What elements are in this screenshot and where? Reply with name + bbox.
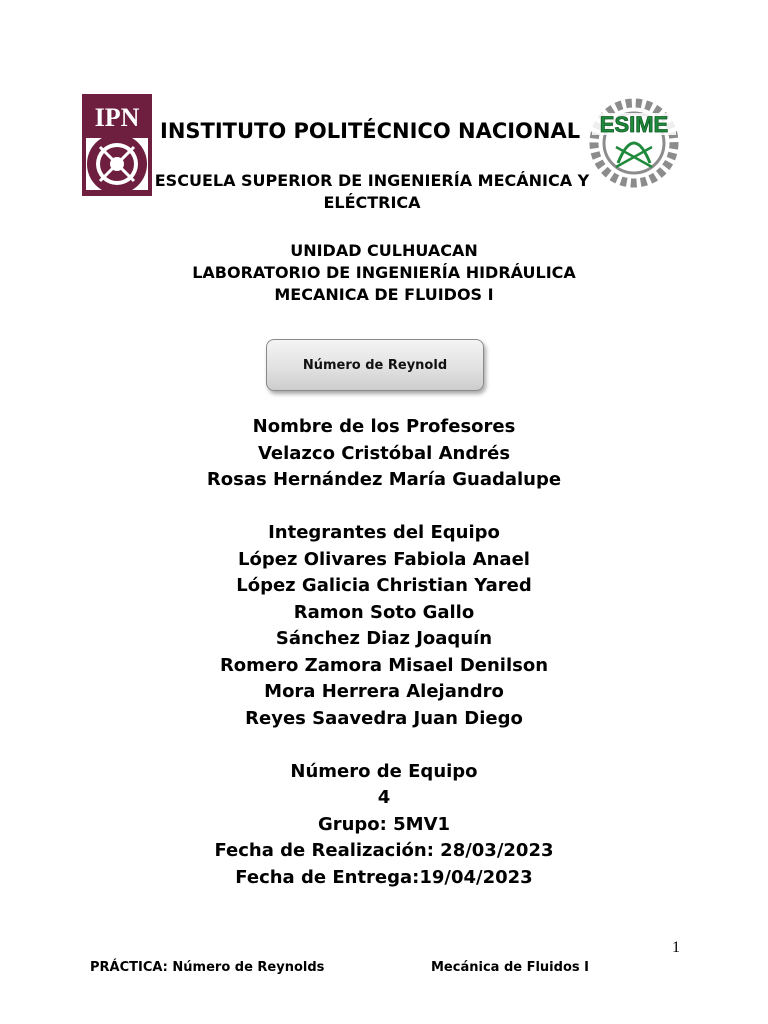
team-number: 4 [377,787,391,808]
team-member: Reyes Saavedra Juan Diego [245,707,523,729]
laboratory-name: LABORATORIO DE INGENIERÍA HIDRÁULICA [192,263,576,282]
ipn-logo [80,92,154,198]
team-member: López Olivares Fabiola Anael [238,548,530,570]
date-due: Fecha de Entrega:19/04/2023 [235,866,533,888]
topic-banner [266,339,484,391]
esime-logo-text: ESIME [599,112,669,137]
spacer [0,732,768,759]
ipn-logo-text: IPN [94,103,140,132]
course-name: MECANICA DE FLUIDOS I [274,285,494,304]
unit-name: UNIDAD CULHUACAN [290,241,478,260]
professors-heading: Nombre de los Profesores [252,416,516,437]
school-name: ESCUELA SUPERIOR DE INGENIERÍA MECÁNICA Y ELÉCTRICA [154,171,590,212]
topic-label: Número de Reynold [302,357,448,373]
cover-details [0,414,768,891]
professor-name: Rosas Hernández María Guadalupe [206,469,562,490]
date-done: Fecha de Realización: 28/03/2023 [214,840,554,861]
footer-course: Mecánica de Fluidos I [431,960,589,975]
team-member: Sánchez Diaz Joaquín [275,628,493,649]
esime-logo [588,97,680,189]
team-member: Mora Herrera Alejandro [264,681,504,702]
team-heading: Integrantes del Equipo [268,522,500,543]
unit-block [0,240,768,306]
spacer [0,494,768,521]
professor-name: Velazco Cristóbal Andrés [257,442,511,464]
group: Grupo: 5MV1 [317,813,451,835]
team-member: Romero Zamora Misael Denilson [219,654,549,676]
team-member: López Galicia Christian Yared [236,575,532,596]
page-number: 1 [672,939,680,956]
team-number-label: Número de Equipo [290,760,478,782]
footer-practice: PRÁCTICA: Número de Reynolds [90,960,325,975]
team-member: Ramon Soto Gallo [293,601,475,623]
institution-title: INSTITUTO POLITÉCNICO NACIONAL [160,119,581,143]
